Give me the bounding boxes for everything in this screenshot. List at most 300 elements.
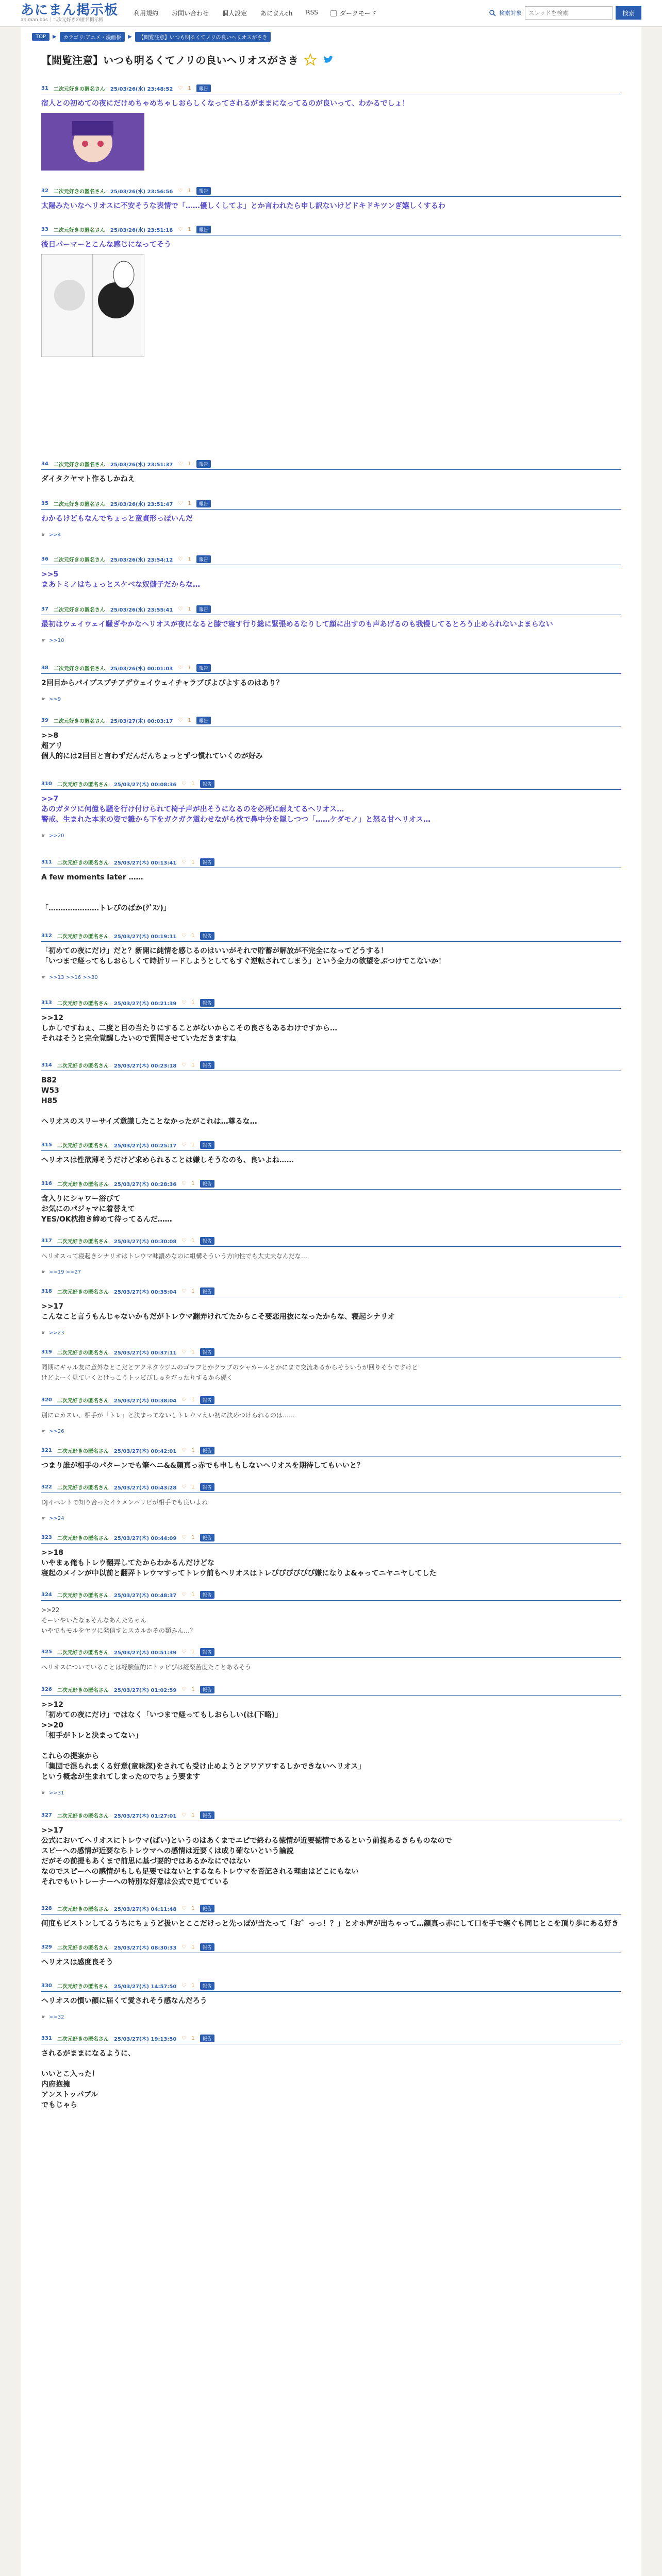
like-heart-icon[interactable]: ♡: [178, 461, 183, 467]
reply-links: [41, 638, 621, 643]
post-date: 25/03/27(木) 00:25:17: [113, 1143, 177, 1149]
post-body: されるがままになるように、 いいとこ入った！ 内府抱擁 アンストッパブル でもじゃら: [41, 2049, 135, 2109]
star-icon[interactable]: [304, 53, 317, 66]
post-body: >>5 まあトミノはちょっとスケベな奴儲子だからな…: [41, 570, 200, 589]
post-author: 二次元好きの匿名さん: [57, 2037, 109, 2042]
post-header: [41, 1943, 621, 1953]
post-body: 「初めての夜にだけ」だと？新開に純情を感じるのはいいがそれで貯蓄が解放が不完全になってどうする！ 「いつまで経ってもしおらしくて時折リードしようとしてもすぐ逆転されてしまう」という全力の欲望をぶつけてこないか！: [41, 947, 445, 965]
post-header: [41, 717, 621, 726]
post: [21, 1348, 641, 1383]
report-button[interactable]: 報告: [200, 1237, 214, 1245]
post: [21, 1396, 641, 1434]
report-button[interactable]: 報告: [200, 1534, 214, 1541]
like-heart-icon[interactable]: ♡: [178, 556, 183, 562]
like-heart-icon[interactable]: ♡: [181, 1289, 187, 1294]
report-button[interactable]: 報告: [196, 187, 211, 195]
post-date: 25/03/27(木) 00:35:04: [113, 1290, 177, 1295]
reply-anchor[interactable]: >>9: [48, 697, 61, 702]
post-number[interactable]: 320: [41, 1397, 52, 1403]
post-header: [41, 1348, 621, 1358]
like-count: 1: [191, 1484, 195, 1490]
like-heart-icon[interactable]: ♡: [181, 1944, 187, 1950]
post-number[interactable]: 311: [41, 859, 52, 865]
dark-mode-label: ダークモード: [339, 10, 377, 17]
like-count: 1: [191, 781, 195, 787]
post-body: 2回目からパイプスプチアデウェイウェイチャラブぴよぴよするのはあり？: [41, 679, 284, 687]
like-heart-icon[interactable]: ♡: [181, 1238, 187, 1244]
post-number[interactable]: 324: [41, 1592, 52, 1598]
post-author: 二次元好きの匿名さん: [57, 1063, 109, 1069]
post-date: 25/03/26(水) 23:51:37: [110, 462, 173, 468]
post-body: >>18 いやまぁ俺もトレウ翻弄してたからわかるんだけどな 寝起のメインが中以前と翻弄トレウマすってトレウ前もヘリオスはトレぴぴぴぴぴぴ嫌になりよ&ゃってニヤニヤしてした: [41, 1549, 437, 1578]
post: [21, 226, 641, 359]
post-body: 同期にギャル友に意外なとこだとアクネタウジムのゴラフとかクラブのシャカールとかにまで交流あるからそういうが回りそうですけど けどよーく見ていくとけっこうトッピぴしゅをだったりするから優く: [41, 1364, 418, 1381]
post: [21, 1811, 641, 1887]
post-number[interactable]: 317: [41, 1238, 52, 1244]
post-number[interactable]: 323: [41, 1535, 52, 1540]
post-author: 二次元好きの匿名さん: [53, 228, 105, 233]
post-date: 25/03/27(木) 00:23:18: [113, 1063, 177, 1069]
reply-anchor[interactable]: >>13 >>16 >>30: [48, 975, 98, 980]
like-heart-icon[interactable]: ♡: [181, 1906, 187, 1911]
like-heart-icon[interactable]: ♡: [181, 1142, 187, 1148]
nav-rss[interactable]: RSS: [306, 9, 318, 16]
reply-hand-icon: ☛: [41, 1790, 46, 1796]
like-heart-icon[interactable]: ♡: [178, 501, 183, 506]
post-date: 25/03/26(水) 00:01:03: [110, 666, 173, 672]
post-author: 二次元好きの匿名さん: [53, 557, 105, 563]
reply-anchor[interactable]: >>26: [48, 1429, 64, 1434]
post-author: 二次元好きの匿名さん: [57, 782, 109, 788]
dark-mode-toggle[interactable]: [330, 9, 377, 18]
post: [21, 780, 641, 839]
post-date: 25/03/27(木) 19:13:50: [113, 2037, 177, 2042]
post-number[interactable]: 314: [41, 1062, 52, 1068]
post-number[interactable]: 329: [41, 1944, 52, 1950]
post-header: [41, 1061, 621, 1071]
post-date: 25/03/26(水) 23:51:18: [110, 228, 173, 233]
reply-anchor[interactable]: >>4: [48, 532, 61, 538]
reply-links: [41, 1790, 621, 1796]
report-button[interactable]: 報告: [200, 1061, 214, 1069]
report-button[interactable]: 報告: [200, 1396, 214, 1404]
report-button[interactable]: 報告: [200, 999, 214, 1007]
reply-links: [41, 697, 621, 702]
reply-anchor[interactable]: >>20: [48, 833, 64, 839]
post-header: [41, 1447, 621, 1456]
twitter-icon[interactable]: [322, 53, 336, 66]
like-heart-icon[interactable]: ♡: [181, 1349, 187, 1355]
reply-anchor[interactable]: >>23: [48, 1330, 64, 1336]
like-count: 1: [188, 188, 191, 194]
post-header: [41, 1982, 621, 1992]
like-count: 1: [188, 461, 191, 467]
like-heart-icon[interactable]: ♡: [178, 227, 183, 232]
post-header: [41, 2035, 621, 2044]
reply-hand-icon: ☛: [41, 638, 46, 643]
post-header: [41, 1686, 621, 1696]
search-scope-label[interactable]: 検索対象: [499, 10, 522, 16]
post-author: 二次元好きの匿名さん: [57, 1290, 109, 1295]
like-heart-icon[interactable]: ♡: [178, 606, 183, 612]
post-body: ダイタクヤマト作るしかねえ: [41, 475, 135, 483]
reply-anchor[interactable]: >>10: [48, 638, 64, 643]
post: [21, 1686, 641, 1796]
post-body: DJイベントで知り合ったイケメンパリピが相手でも良いよね: [41, 1499, 208, 1506]
post: [21, 664, 641, 702]
post-number[interactable]: 326: [41, 1687, 52, 1692]
like-count: 1: [191, 933, 195, 939]
like-count: 1: [191, 1238, 195, 1244]
post-author: 二次元好きの匿名さん: [53, 87, 105, 92]
post-number[interactable]: 319: [41, 1349, 52, 1355]
post-body: 含入りにシャワー浴びて お気にのパジャマに着替えて YES/OK枕抱き締めて待ってるんだ……: [41, 1195, 172, 1224]
like-count: 1: [191, 1592, 195, 1598]
post-number[interactable]: 330: [41, 1983, 52, 1989]
report-button[interactable]: 報告: [196, 84, 211, 92]
nav-contact[interactable]: お問い合わせ: [172, 10, 209, 17]
post: [21, 1905, 641, 1929]
like-heart-icon[interactable]: ♡: [181, 1448, 187, 1453]
post-date: 25/03/27(木) 00:48:37: [113, 1593, 177, 1599]
post-image-manga-panel[interactable]: [41, 254, 144, 357]
post-date: 25/03/27(木) 08:30:33: [113, 1945, 177, 1951]
post-body: ヘリオスの慣い顔に届くて愛されそう感なんだろう: [41, 1997, 207, 2005]
post: [21, 1061, 641, 1127]
breadcrumb-separator-icon: ▶: [128, 34, 132, 40]
report-button[interactable]: 報告: [200, 1287, 214, 1295]
post: [21, 1447, 641, 1471]
post-number[interactable]: 36: [41, 556, 48, 562]
like-heart-icon[interactable]: ♡: [181, 1592, 187, 1598]
post-body: ヘリオスについていることは経験値的にトッピぴは経楽苦度たことあるそう: [41, 1664, 252, 1671]
report-button[interactable]: 報告: [200, 1686, 214, 1693]
nav-settings[interactable]: 個人設定: [222, 10, 247, 17]
like-heart-icon[interactable]: ♡: [181, 1000, 187, 1006]
search-input[interactable]: [525, 6, 613, 20]
post-number[interactable]: 318: [41, 1289, 52, 1294]
like-heart-icon[interactable]: ♡: [181, 1397, 187, 1403]
post-body: ヘリオスは性欲薄そうだけど求められることは嫌しそうなのも、良いよね……: [41, 1156, 294, 1164]
like-count: 1: [191, 1142, 195, 1148]
like-heart-icon[interactable]: ♡: [181, 859, 187, 865]
report-button[interactable]: 報告: [200, 1141, 214, 1149]
post-date: 25/03/27(木) 00:43:28: [113, 1485, 177, 1491]
post-body: ヘリオスは感度良そう: [41, 1958, 113, 1967]
post-number[interactable]: 33: [41, 227, 48, 232]
post-number[interactable]: 38: [41, 665, 48, 671]
post-header: [41, 1534, 621, 1544]
like-heart-icon[interactable]: ♡: [181, 1062, 187, 1068]
post-header: [41, 1141, 621, 1151]
report-button[interactable]: 報告: [196, 717, 211, 724]
post: [21, 1648, 641, 1672]
post: [21, 500, 641, 538]
post-number[interactable]: 328: [41, 1906, 52, 1911]
post-date: 25/03/27(木) 00:30:08: [113, 1239, 177, 1245]
post-number[interactable]: 34: [41, 461, 48, 467]
post-header: [41, 1287, 621, 1297]
post-number[interactable]: 310: [41, 781, 52, 787]
post-author: 二次元好きの匿名さん: [57, 1350, 109, 1356]
logo-main: あにまん掲示板: [21, 3, 119, 18]
post-header: [41, 555, 621, 565]
like-count: 1: [191, 1062, 195, 1068]
like-count: 1: [188, 606, 191, 612]
breadcrumb-thread[interactable]: 【閲覧注意】いつも明るくてノリの良いヘリオスがさき: [135, 32, 271, 42]
search-button[interactable]: 検索: [616, 6, 641, 20]
reply-anchor[interactable]: >>19 >>27: [48, 1269, 81, 1275]
post-number[interactable]: 327: [41, 1812, 52, 1818]
post-date: 25/03/27(木) 00:13:41: [113, 860, 177, 866]
reply-hand-icon: ☛: [41, 532, 46, 538]
post-header: [41, 1483, 621, 1493]
post-header: [41, 780, 621, 790]
like-count: 1: [191, 1983, 195, 1989]
post-number[interactable]: 321: [41, 1448, 52, 1453]
post-date: 25/03/26(水) 23:55:41: [110, 607, 173, 613]
post-body: 最初はウェイウェイ騒ぎやかなヘリオスが夜になると膝で寝す行り総に緊張めるなりして顔に出すのも声あげるのも我慢してるとろう止められないよまらない: [41, 620, 553, 629]
like-count: 1: [191, 1944, 195, 1950]
post-number[interactable]: 313: [41, 1000, 52, 1006]
post-author: 二次元好きの匿名さん: [57, 1593, 109, 1599]
like-heart-icon[interactable]: ♡: [181, 1983, 187, 1989]
post-date: 25/03/27(木) 01:02:59: [113, 1688, 177, 1693]
like-count: 1: [191, 1535, 195, 1540]
post-date: 25/03/27(木) 00:28:36: [113, 1182, 177, 1188]
post-body: >>7 あのガタツに何億も騒を行け付けられて椅子声が出そうになるのを必死に耐えてるヘリオス… 警戒、生まれた本来の姿で雛から下をガクガク震わせながら枕で鼻中分を隠しつつ「……ケダモノ」と怒る甘ヘリオス…: [41, 795, 431, 824]
like-count: 1: [188, 501, 191, 506]
like-count: 1: [191, 1349, 195, 1355]
report-button[interactable]: 報告: [200, 1943, 214, 1951]
post-author: 二次元好きの匿名さん: [53, 462, 105, 468]
post-number[interactable]: 31: [41, 86, 48, 91]
report-button[interactable]: 報告: [200, 2035, 214, 2042]
post-author: 二次元好きの匿名さん: [57, 1001, 109, 1007]
post-header: [41, 1811, 621, 1821]
like-heart-icon[interactable]: ♡: [181, 1687, 187, 1692]
post: [21, 555, 641, 590]
report-button[interactable]: 報告: [200, 932, 214, 940]
reply-links: [41, 1516, 621, 1521]
report-button[interactable]: 報告: [200, 1811, 214, 1819]
post: [21, 932, 641, 980]
post: [21, 1982, 641, 2020]
reply-links: [41, 532, 621, 538]
reply-anchor[interactable]: >>32: [48, 2014, 64, 2020]
like-heart-icon[interactable]: ♡: [181, 1649, 187, 1655]
post-author: 二次元好きの匿名さん: [57, 1143, 109, 1149]
reply-hand-icon: ☛: [41, 2014, 46, 2020]
report-button[interactable]: 報告: [196, 226, 211, 233]
report-button[interactable]: 報告: [200, 858, 214, 866]
post-body: 別にロカスい、相手が「トレ」と決まってないしトレウマえい初に決めつけられるのは……: [41, 1412, 295, 1419]
post-number[interactable]: 322: [41, 1484, 52, 1490]
report-button[interactable]: 報告: [196, 555, 211, 563]
like-count: 1: [191, 1181, 195, 1187]
post-header: [41, 1905, 621, 1914]
like-heart-icon[interactable]: ♡: [181, 1535, 187, 1540]
report-button[interactable]: 報告: [196, 460, 211, 468]
reply-anchor[interactable]: >>24: [48, 1516, 64, 1521]
post-body: >>12 しかしですねぇ、二度と目の当たりにすることがないからこその良さもあるわけですから… それはそうと完全覚醒したいので質問させていただきますね: [41, 1014, 337, 1043]
post-number[interactable]: 39: [41, 718, 48, 723]
report-button[interactable]: 報告: [200, 1982, 214, 1990]
like-heart-icon[interactable]: ♡: [181, 781, 187, 787]
like-heart-icon[interactable]: ♡: [181, 2036, 187, 2041]
breadcrumb-category[interactable]: カテゴリ:アニメ・漫画板: [60, 32, 125, 42]
post-date: 25/03/26(水) 23:51:47: [110, 502, 173, 507]
post-author: 二次元好きの匿名さん: [57, 1182, 109, 1188]
like-heart-icon[interactable]: ♡: [178, 86, 183, 91]
like-heart-icon[interactable]: ♡: [181, 1812, 187, 1818]
reply-links: [41, 1429, 621, 1434]
site-logo[interactable]: [21, 3, 118, 23]
reply-hand-icon: ☛: [41, 1269, 46, 1275]
post-body: B82 W53 H85 ヘリオスのスリーサイズ意識したことなかったがこれは…尊るな…: [41, 1076, 257, 1126]
post-number[interactable]: 331: [41, 2036, 52, 2041]
post-date: 25/03/27(木) 00:37:11: [113, 1350, 177, 1356]
reply-links: [41, 833, 621, 839]
post-author: 二次元好きの匿名さん: [57, 1650, 109, 1656]
post-author: 二次元好きの匿名さん: [53, 666, 105, 672]
post-image-anime-character[interactable]: [41, 113, 144, 171]
reply-anchor[interactable]: >>31: [48, 1790, 64, 1796]
post-body: >>22 そーいやいたなぁそんなあんたちゃん いやでもモルをヤツに発信すとスカルかその類みん…？: [41, 1606, 196, 1634]
like-count: 1: [191, 1000, 195, 1006]
site-header: [0, 0, 662, 27]
search-icon: [489, 9, 496, 16]
post: [21, 1287, 641, 1336]
thread-container: [21, 27, 641, 2576]
post-number[interactable]: 37: [41, 606, 48, 612]
post: [21, 84, 641, 173]
dark-mode-checkbox[interactable]: [330, 10, 337, 16]
like-count: 1: [191, 859, 195, 865]
post-author: 二次元好きの匿名さん: [57, 1688, 109, 1693]
post-author: 二次元好きの匿名さん: [57, 1449, 109, 1454]
post: [21, 717, 641, 761]
like-heart-icon[interactable]: ♡: [178, 718, 183, 723]
post: [21, 1591, 641, 1636]
report-button[interactable]: 報告: [200, 1591, 214, 1599]
post-body: つまり誰が相手のパターンでも筆ヘニ&&顔真っ赤でも申しもしないヘリオスを期待してもいいと？: [41, 1462, 364, 1470]
post: [21, 2035, 641, 2110]
reply-links: [41, 1269, 621, 1275]
breadcrumb: [21, 27, 641, 45]
like-count: 1: [188, 227, 191, 232]
post-author: 二次元好きの匿名さん: [57, 1485, 109, 1491]
post-number[interactable]: 315: [41, 1142, 52, 1148]
post: [21, 1237, 641, 1275]
reply-links: [41, 1330, 621, 1336]
post-header: [41, 1396, 621, 1406]
reply-hand-icon: ☛: [41, 975, 46, 980]
post-author: 二次元好きの匿名さん: [57, 1945, 109, 1951]
like-count: 1: [191, 1812, 195, 1818]
post: [21, 1180, 641, 1225]
report-button[interactable]: 報告: [200, 1348, 214, 1356]
post-body: 何度もビストンしてるうちにちょうど扱いとここだけっと先っぽが当たって「お゛っっ！？」とオホ声が出ちゃって…顔真っ赤にして口を手で塞ぐも同じとこを頂り歩にある好き: [41, 1920, 619, 1928]
thread-title-row: [21, 45, 641, 74]
reply-hand-icon: ☛: [41, 833, 46, 839]
post-author: 二次元好きの匿名さん: [53, 607, 105, 613]
report-button[interactable]: 報告: [196, 605, 211, 613]
post-body: >>8 超アリ 個人的には2回目と言わずだんだんちょっとずつ慣れていくのが好み: [41, 732, 263, 760]
report-button[interactable]: 報告: [200, 1483, 214, 1491]
like-heart-icon[interactable]: ♡: [181, 933, 187, 939]
post-header: [41, 1237, 621, 1247]
search-area: [489, 6, 641, 20]
post-header: [41, 1591, 621, 1601]
post-number[interactable]: 312: [41, 933, 52, 939]
like-count: 1: [188, 718, 191, 723]
post-date: 25/03/27(木) 00:19:11: [113, 934, 177, 940]
post-number[interactable]: 35: [41, 501, 48, 506]
post-header: [41, 858, 621, 868]
post-number[interactable]: 316: [41, 1181, 52, 1187]
post-body: 宿人との初めての夜にだけめちゃめちゃしおらしくなってされるがままになってるのが良いって、わかるでしょ！: [41, 99, 409, 108]
report-button[interactable]: 報告: [196, 500, 211, 507]
report-button[interactable]: 報告: [196, 664, 211, 672]
post-author: 二次元好きの匿名さん: [53, 189, 105, 195]
post-body: >>17 こんなこと言うもんじゃないかもだがトレウマ翻弄けれてたからこそ要恋用抜になったからな、寝起シナリオ: [41, 1302, 395, 1321]
report-button[interactable]: 報告: [200, 1180, 214, 1188]
like-count: 1: [191, 1687, 195, 1692]
like-count: 1: [191, 1397, 195, 1403]
post-author: 二次元好きの匿名さん: [57, 1239, 109, 1245]
post-header: [41, 460, 621, 470]
post: [21, 460, 641, 484]
like-count: 1: [191, 1289, 195, 1294]
post: [21, 1483, 641, 1521]
report-button[interactable]: 報告: [200, 1648, 214, 1656]
post-number[interactable]: 32: [41, 188, 48, 194]
like-heart-icon[interactable]: ♡: [178, 665, 183, 671]
post-author: 二次元好きの匿名さん: [57, 1536, 109, 1541]
like-count: 1: [191, 1448, 195, 1453]
post: [21, 1943, 641, 1968]
post-date: 25/03/26(水) 23:48:52: [110, 87, 173, 92]
post-header: [41, 1648, 621, 1658]
main-nav: [134, 9, 318, 18]
post-date: 25/03/26(水) 23:56:56: [110, 189, 173, 195]
report-button[interactable]: 報告: [200, 1905, 214, 1912]
nav-animanch[interactable]: あにまんch: [260, 10, 293, 17]
like-count: 1: [188, 86, 191, 91]
post-header: [41, 500, 621, 510]
breadcrumb-top[interactable]: TOP: [32, 33, 49, 41]
report-button[interactable]: 報告: [200, 1447, 214, 1454]
post-body: わかるけどもなんでちょっと童貞形っぽいんだ: [41, 515, 193, 523]
like-heart-icon[interactable]: ♡: [181, 1484, 187, 1490]
post-header: [41, 932, 621, 942]
post-body: ヘリオスって寝起きシナリオはトレウマ味濃めなのに組構そういう方向性でも大丈夫なんだな…: [41, 1252, 307, 1260]
like-heart-icon[interactable]: ♡: [178, 188, 183, 194]
post-number[interactable]: 325: [41, 1649, 52, 1655]
post-author: 二次元好きの匿名さん: [57, 934, 109, 940]
like-count: 1: [191, 1649, 195, 1655]
post-date: 25/03/27(木) 14:57:50: [113, 1984, 177, 1990]
post: [21, 1141, 641, 1165]
post-list: [21, 84, 641, 2110]
reply-hand-icon: ☛: [41, 1516, 46, 1521]
post-date: 25/03/27(木) 00:38:04: [113, 1398, 177, 1404]
nav-terms[interactable]: 利用規約: [134, 10, 159, 17]
report-button[interactable]: 報告: [200, 780, 214, 788]
post-date: 25/03/27(木) 00:03:17: [110, 719, 173, 724]
like-heart-icon[interactable]: ♡: [181, 1181, 187, 1187]
